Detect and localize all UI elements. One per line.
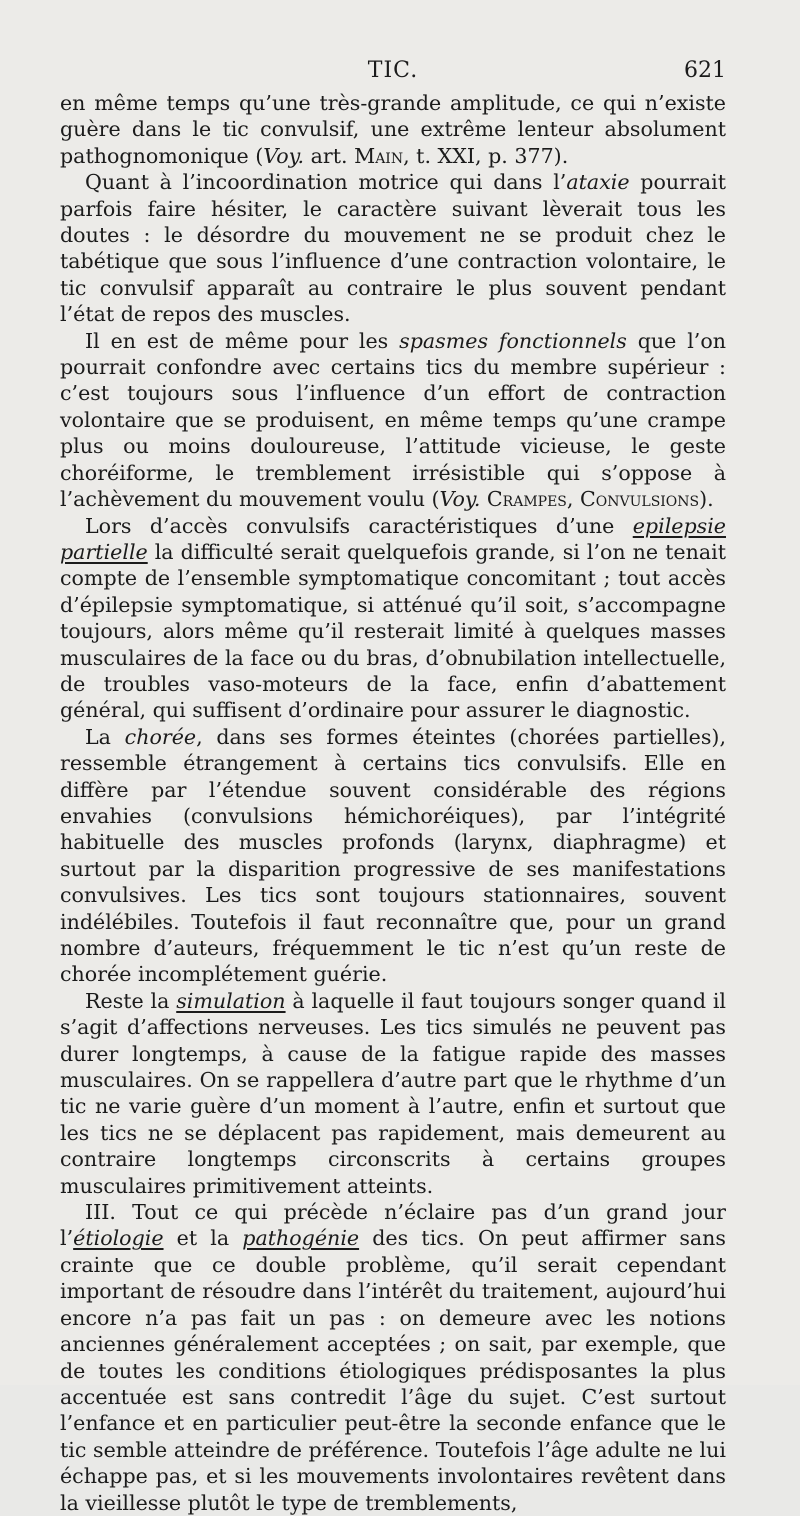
running-title: TIC. <box>367 58 419 83</box>
paragraph-1: en même temps qu’une très-grande amplitude, ce qui n’existe guère dans le tic convulsif, une extrême lenteur absolument pathognomonique (Voy. art. Main, t. XXI, p. 377). <box>60 91 726 168</box>
running-header <box>60 56 726 86</box>
body-text <box>60 90 726 1516</box>
page-number: 621 <box>684 58 726 83</box>
paragraph-7: III. Tout ce qui précède n’éclaire pas d’un grand jour l’étiologie et la pathogénie des tics. On peut affirmer sans crainte que ce double problème, qu’il serait cependant important de résoudre dans l’intérêt du traitement, aujourd’hui encore n’a pas fait un pas : on demeure avec les notions anciennes généralement acceptées ; on sait, par exemple, que de toutes les conditions étiologiques prédisposantes la plus accentuée est sans contredit l’âge du sujet. C’est surtout l’enfance et en particulier peut-être la seconde enfance que le tic semble atteindre de préférence. Toutefois l’âge adulte ne lui échappe pas, et si les mouvements involontaires revêtent dans la vieillesse plutôt le type de tremblements, <box>60 1200 727 1515</box>
paragraph-5: La chorée, dans ses formes éteintes (chorées partielles), ressemble étrangement à certains tics convulsifs. Elle en diffère par l’étendue souvent considérable des régions envahies (convulsions hémichoréiques), par l’intégrité habituelle des muscles profonds (larynx, diaphragme) et surtout par la disparition progressive de ses manifestations convulsives. Les tics sont toujours stationnaires, souvent indélébiles. Toutefois il faut reconnaître que, pour un grand nombre d’auteurs, fréquemment le tic n’est qu’un reste de chorée incomplétement guérie. <box>60 724 727 987</box>
paragraph-4: Lors d’accès convulsifs caractéristiques d’une epilepsie partielle la difficulté serait quelquefois grande, si l’on ne tenait compte de l’ensemble symptomatique concomitant ; tout accès d’épilepsie symptomatique, si atténué qu’il soit, s’accompagne toujours, alors même qu’il resterait limité à quelques masses musculaires de la face ou du bras, d’obnubilation intellectuelle, de troubles vaso-moteurs de la face, enfin d’abattement général, qui suffisent d’ordinaire pour assurer le diagnostic. <box>60 513 726 723</box>
paragraph-3: Il en est de même pour les spasmes fonctionnels que l’on pourrait confondre avec certains tics du membre supérieur : c’est toujours sous l’influence d’un effort de contraction volontaire que se produisent, en même temps qu’une crampe plus ou moins douloureuse, l’attitude vicieuse, le geste choréiforme, le tremblement irrésistible qui s’oppose à l’achèvement du mouvement voulu (Voy. Crampes, Convulsions). <box>60 328 726 512</box>
paragraph-2: Quant à l’incoordination motrice qui dans l’ataxie pourrait parfois faire hésiter, le caractère suivant lèverait tous les doutes : le désordre du mouvement ne se produit chez le tabétique que sous l’influence d’une contraction volontaire, le tic convulsif apparaît au contraire le plus souvent pendant l’état de repos des muscles. <box>60 170 726 327</box>
paragraph-6: Reste la simulation à laquelle il faut toujours songer quand il s’agit d’affections nerveuses. Les tics simulés ne peuvent pas durer longtemps, à cause de la fatigue rapide des masses musculaires. On se rappellera d’autre part que le rhythme d’un tic ne varie guère d’un moment à l’autre, enfin et surtout que les tics ne se déplacent pas rapidement, mais demeurent au contraire longtemps circonscrits à certains groupes musculaires primitivement atteints. <box>60 988 726 1198</box>
